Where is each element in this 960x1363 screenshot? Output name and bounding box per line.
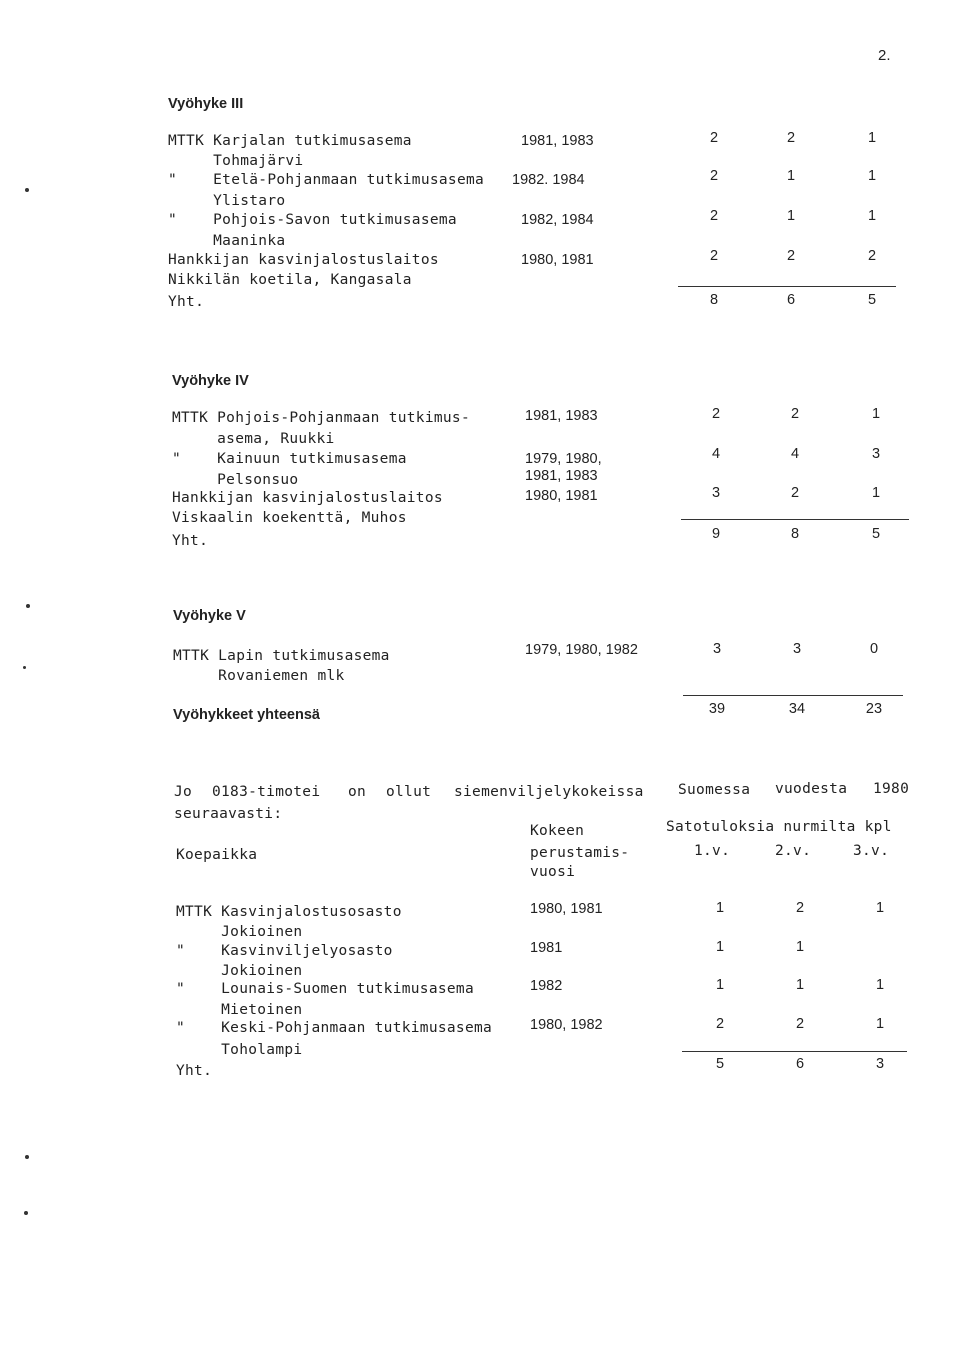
col-header-place: Koepaikka [176,847,258,863]
intro-word: Jo [174,784,193,800]
zone3-row3-y2: 1 [786,208,796,224]
intro-word: 0183-timotei [212,784,321,800]
section-heading-zone-5: Vyöhyke V [173,608,246,624]
zone3-total-label: Yht. [168,294,205,310]
grand-total-y3: 23 [865,701,883,717]
timothy-row4-y3: 1 [875,1016,885,1032]
col-header-year-line3: vuosi [530,864,576,880]
zone4-row3-y3: 1 [871,485,881,501]
zone4-row3-y1: 3 [711,485,721,501]
zone3-total-y3: 5 [867,292,877,308]
zone5-row1-y3: 0 [869,641,879,657]
timothy-total-y2: 6 [795,1056,805,1072]
col-header-yield-year2: 2.v. [775,843,812,859]
scan-speck [25,1155,29,1159]
col-header-yield-year3: 3.v. [853,843,890,859]
zone3-row3-y3: 1 [867,208,877,224]
zone4-row3-line2: Viskaalin koekenttä, Muhos [172,510,407,526]
zone4-total-y2: 8 [790,526,800,542]
timothy-row1-line2: Jokioinen [176,924,303,940]
zone3-row1-y3: 1 [867,130,877,146]
zone4-row1-line2: asema, Ruukki [172,431,335,447]
timothy-row2-y1: 1 [715,939,725,955]
timothy-row4-line1: " Keski-Pohjanmaan tutkimusasema [176,1020,493,1036]
timothy-row3-y1: 1 [715,977,725,993]
zone5-row1-y1: 3 [712,641,722,657]
intro-word: siemenviljelykokeissa [454,784,644,800]
zone4-row2-y2: 4 [790,446,800,462]
zone3-row4-y2: 2 [786,248,796,264]
scan-speck [25,188,29,192]
zone5-row1-y2: 3 [792,641,802,657]
intro-word: ollut [386,784,432,800]
timothy-total-rule [682,1051,907,1052]
timothy-intro-line2: seuraavasti: [174,806,283,822]
zone3-total-rule [678,286,896,287]
grand-total-y1: 39 [708,701,726,717]
zone5-row1-line2: Rovaniemen mlk [173,668,345,684]
zone5-row1-line1: MTTK Lapin tutkimusasema [173,648,390,664]
timothy-row2-y2: 1 [795,939,805,955]
zone3-row2-line1: " Etelä-Pohjanmaan tutkimusasema [168,172,485,188]
zone3-row2-y2: 1 [786,168,796,184]
zone3-total-y1: 8 [709,292,719,308]
intro-word: 1980 [873,781,910,797]
scan-speck [23,666,26,669]
zone4-row1-years: 1981, 1983 [525,408,598,424]
zone4-row2-years-line2: 1981, 1983 [525,468,598,484]
zone4-row3-years: 1980, 1981 [525,488,598,504]
timothy-row1-y2: 2 [795,900,805,916]
intro-word: vuodesta [775,781,848,797]
zone3-row2-y3: 1 [867,168,877,184]
zone3-row4-line2: Nikkilän koetila, Kangasala [168,272,412,288]
zone3-row1-y1: 2 [709,130,719,146]
zone4-row2-y1: 4 [711,446,721,462]
zone3-row1-line2: Tohmajärvi [168,153,304,169]
grand-total-y2: 34 [788,701,806,717]
zone4-row2-line2: Pelsonsuo [172,472,299,488]
zone3-row2-y1: 2 [709,168,719,184]
zone3-row2-line2: Ylistaro [168,193,286,209]
scan-speck [24,1211,28,1215]
zone3-row4-y1: 2 [709,248,719,264]
timothy-row1-line1: MTTK Kasvinjalostusosasto [176,904,402,920]
timothy-row2-line2: Jokioinen [176,963,303,979]
zone3-row4-years: 1980, 1981 [521,252,594,268]
zone4-row2-years-line1: 1979, 1980, [525,451,602,467]
zone3-row3-years: 1982, 1984 [521,212,594,228]
zone4-row2-line1: " Kainuun tutkimusasema [172,451,407,467]
zone3-row3-line1: " Pohjois-Savon tutkimusasema [168,212,457,228]
zone4-row3-y2: 2 [790,485,800,501]
zone4-total-y3: 5 [871,526,881,542]
grand-total-label: Vyöhykkeet yhteensä [173,707,320,723]
timothy-row1-y3: 1 [875,900,885,916]
page-number: 2. [878,47,891,64]
timothy-row1-y1: 1 [715,900,725,916]
timothy-total-y3: 3 [875,1056,885,1072]
zone3-row4-line1: Hankkijan kasvinjalostuslaitos [168,252,439,268]
timothy-row3-y3: 1 [875,977,885,993]
timothy-intro-line1 [174,782,914,804]
intro-word: on [348,784,367,800]
timothy-row1-years: 1980, 1981 [530,901,603,917]
zone3-total-y2: 6 [786,292,796,308]
timothy-row3-line1: " Lounais-Suomen tutkimusasema [176,981,474,997]
intro-word: Suomessa [678,782,751,798]
zone3-row3-y1: 2 [709,208,719,224]
zone3-row2-years: 1982. 1984 [512,172,585,188]
zone4-row3-line1: Hankkijan kasvinjalostuslaitos [172,490,443,506]
zone4-row1-y3: 1 [871,406,881,422]
timothy-row4-y2: 2 [795,1016,805,1032]
zone3-row3-line2: Maaninka [168,233,286,249]
timothy-row4-y1: 2 [715,1016,725,1032]
timothy-row2-years: 1981 [530,940,563,956]
timothy-total-label: Yht. [176,1063,213,1079]
timothy-row3-line2: Mietoinen [176,1002,303,1018]
zone4-total-label: Yht. [172,533,209,549]
col-header-yield-title: Satotuloksia nurmilta kpl [666,819,892,835]
timothy-row3-years: 1982 [530,978,563,994]
section-heading-zone-4: Vyöhyke IV [172,373,249,389]
zone4-total-rule [681,519,909,520]
timothy-row3-y2: 1 [795,977,805,993]
col-header-year-line2: perustamis- [530,845,630,861]
zone5-row1-years: 1979, 1980, 1982 [525,642,638,658]
zone4-row1-y1: 2 [711,406,721,422]
col-header-yield-year1: 1.v. [694,843,731,859]
timothy-row4-years: 1980, 1982 [530,1017,603,1033]
timothy-total-y1: 5 [715,1056,725,1072]
scan-speck [26,604,30,608]
grand-total-rule [683,695,903,696]
zone4-row1-y2: 2 [790,406,800,422]
timothy-row2-line1: " Kasvinviljelyosasto [176,943,393,959]
timothy-row4-line2: Toholampi [176,1042,303,1058]
section-heading-zone-3: Vyöhyke III [168,96,244,112]
zone4-row2-y3: 3 [871,446,881,462]
zone3-row1-line1: MTTK Karjalan tutkimusasema [168,133,412,149]
col-header-year-line1: Kokeen [530,823,585,839]
zone4-total-y1: 9 [711,526,721,542]
zone3-row1-y2: 2 [786,130,796,146]
zone3-row4-y3: 2 [867,248,877,264]
zone4-row1-line1: MTTK Pohjois-Pohjanmaan tutkimus- [172,410,470,426]
zone3-row1-years: 1981, 1983 [521,133,594,149]
